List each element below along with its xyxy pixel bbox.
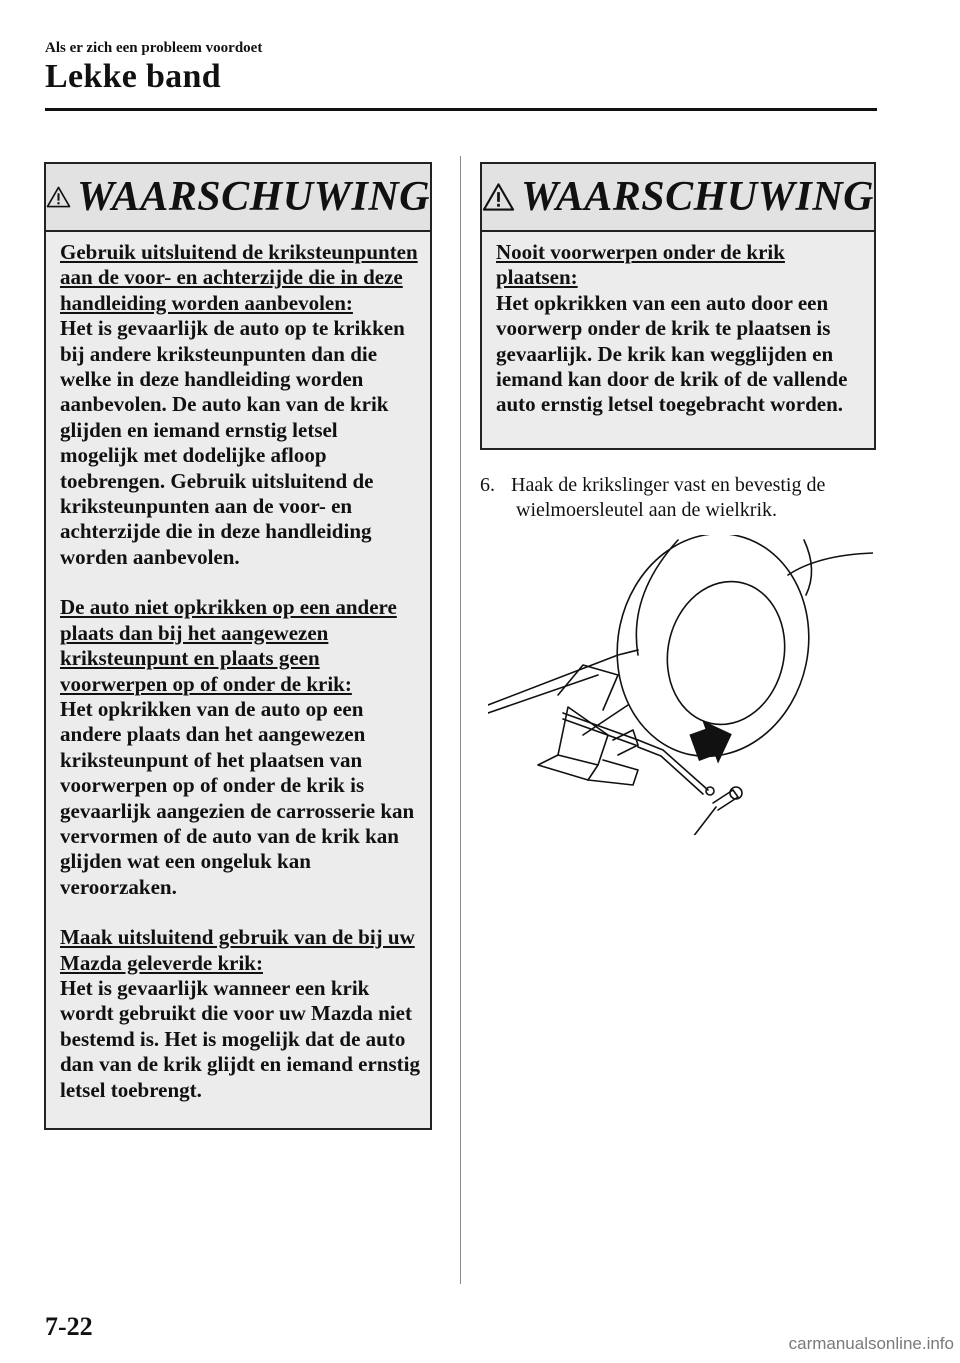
warning-title: WAARSCHUWING	[77, 174, 430, 220]
warning-box-left	[44, 162, 432, 1130]
warning-heading: De auto niet opkrikken op een andere plaats dan bij het aangewezen kriksteunpunt en plaats geen voorwerpen op of onder de krik:	[60, 595, 397, 696]
step-text: Haak de krikslinger vast en bevestig de	[511, 474, 826, 496]
warning-triangle-icon	[46, 182, 71, 212]
section-label: Als er zich een probleem voordoet	[45, 40, 263, 56]
warning-title: WAARSCHUWING	[521, 174, 874, 220]
warning-text: Het opkrikken van een auto door een voorwerp onder de krik te plaatsen is gevaarlijk. De krik kan wegglijden en iemand kan door de krik of de vallende auto ernstig letsel toegebracht worden.	[496, 290, 848, 417]
warning-text: Het is gevaarlijk wanneer een krik wordt gebruikt die voor uw Mazda niet bestemd is. Het is mogelijk dat de auto dan van de krik glijdt en iemand ernstig letsel toebrengt.	[60, 975, 420, 1102]
warning-paragraph	[496, 240, 864, 418]
jack-illustration	[488, 535, 873, 835]
warning-body	[46, 232, 430, 1113]
warning-heading: Nooit voorwerpen onder de krik plaatsen:	[496, 240, 785, 290]
arrow-icon	[686, 713, 739, 770]
warning-text: Het opkrikken van de auto op een andere plaats dan het aangewezen kriksteunpunt of het plaatsen van voorwerpen op of onder de krik is gevaarlijk aangezien de carrosserie kan vervormen of de auto van de krik kan glijden wat een ongeluk kan veroorzaken.	[60, 696, 415, 899]
column-divider	[460, 156, 461, 1284]
step-instruction	[480, 473, 880, 523]
warning-heading: Gebruik uitsluitend de kriksteunpunten aan de voor- en achterzijde die in deze handleiding worden aanbevolen:	[60, 240, 418, 315]
warning-text: Het is gevaarlijk de auto op te krikken bij andere kriksteunpunten dan die welke in deze handleiding worden aanbevolen. De auto kan van de krik glijden en iemand ernstig letsel mogelijk met dodelijke afloop toebrengen. Gebruik uitsluitend de kriksteunpunten aan de voor- en achterzijde die in deze handleiding worden aanbevolen.	[60, 316, 405, 569]
warning-paragraph	[60, 240, 420, 570]
step-number: 6.	[480, 474, 495, 496]
warning-paragraph	[60, 595, 420, 900]
warning-header	[482, 164, 874, 232]
warning-paragraph	[60, 925, 420, 1103]
warning-body	[482, 232, 874, 428]
watermark: carmanualsonline.info	[788, 1334, 954, 1353]
warning-header	[46, 164, 430, 232]
header-rule	[45, 108, 877, 111]
warning-triangle-icon	[482, 182, 515, 212]
warning-heading: Maak uitsluitend gebruik van de bij uw Mazda geleverde krik:	[60, 925, 415, 975]
page-number: 7-22	[45, 1312, 93, 1341]
warning-box-right	[480, 162, 876, 450]
page-title: Lekke band	[45, 58, 221, 95]
step-text-continued: wielmoersleutel aan de wielkrik.	[516, 499, 778, 521]
